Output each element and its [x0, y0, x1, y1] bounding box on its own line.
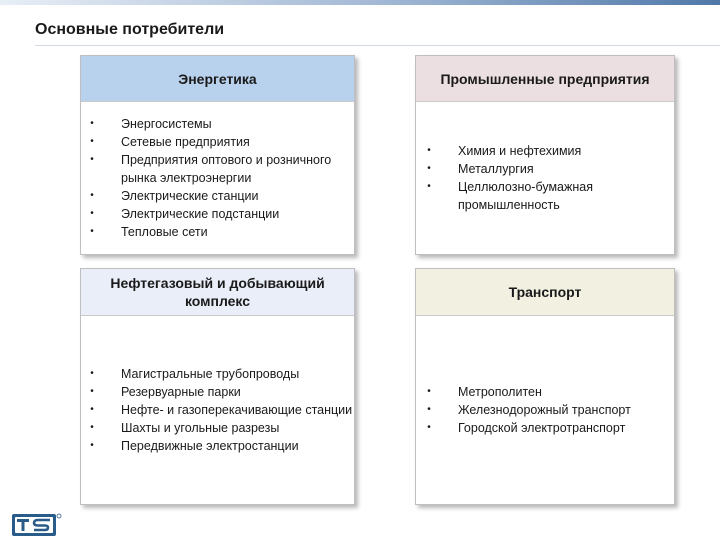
list-item-text: Нефте- и газоперекачивающие станции: [121, 403, 353, 417]
list-item-text: Железнодорожный транспорт: [458, 403, 631, 417]
list-item-text: Передвижные электростанции: [121, 439, 299, 453]
list-item-text: Метрополитен: [458, 385, 542, 399]
list-item: [87, 151, 354, 187]
list-item-text: Шахты и угольные разрезы: [121, 421, 280, 435]
list-item: [87, 223, 354, 241]
card-transport-body: [416, 316, 674, 504]
list-item: [87, 419, 352, 437]
title-divider: [35, 45, 720, 46]
list-item: [424, 401, 631, 419]
bullet-icon: •: [90, 136, 94, 147]
list-item-text: Тепловые сети: [121, 225, 208, 239]
bullet-icon: •: [427, 422, 431, 433]
list-item: [87, 133, 354, 151]
card-oilgas-list: [87, 365, 352, 455]
list-item: [424, 419, 631, 437]
bullet-icon: •: [90, 386, 94, 397]
bullet-icon: •: [90, 118, 94, 129]
list-item: [87, 401, 352, 419]
bullet-icon: •: [90, 226, 94, 237]
bullet-icon: •: [427, 404, 431, 415]
card-industry-body: [416, 102, 674, 254]
bullet-icon: •: [90, 422, 94, 433]
list-item-text: Резервуарные парки: [121, 385, 241, 399]
list-item: [424, 178, 674, 214]
list-item: [424, 160, 674, 178]
card-oilgas-body: [81, 316, 354, 504]
card-oilgas-header: Нефтегазовый и добывающий комплекс: [81, 269, 354, 316]
list-item-text: Городской электротранспорт: [458, 421, 626, 435]
company-logo-icon: [12, 512, 62, 537]
list-item: [87, 187, 354, 205]
list-item: [87, 383, 352, 401]
card-energy: [80, 55, 355, 255]
bullet-icon: •: [427, 145, 431, 156]
bullet-icon: •: [427, 386, 431, 397]
bullet-icon: •: [427, 181, 431, 192]
list-item: [87, 437, 352, 455]
card-energy-body: [81, 102, 354, 254]
list-item: [424, 383, 631, 401]
list-item: [424, 142, 674, 160]
bullet-icon: •: [90, 154, 94, 165]
list-item-text: Химия и нефтехимия: [458, 144, 582, 158]
list-item-text: Предприятия оптового и розничного рынка электроэнергии: [121, 153, 332, 185]
list-item-text: Сетевые предприятия: [121, 135, 250, 149]
card-transport-list: [424, 383, 631, 437]
list-item-text: Металлургия: [458, 162, 534, 176]
bullet-icon: •: [427, 163, 431, 174]
list-item-text: Электрические подстанции: [121, 207, 280, 221]
bullet-icon: •: [90, 440, 94, 451]
card-industry-header: Промышленные предприятия: [416, 56, 674, 102]
card-energy-header: Энергетика: [81, 56, 354, 102]
card-transport-header: Транспорт: [416, 269, 674, 316]
bullet-icon: •: [90, 208, 94, 219]
page-title: Основные потребители: [35, 21, 225, 38]
card-transport: [415, 268, 675, 505]
list-item-text: Энергосистемы: [121, 117, 212, 131]
list-item-text: Магистральные трубопроводы: [121, 367, 300, 381]
bullet-icon: •: [90, 190, 94, 201]
list-item: [87, 365, 352, 383]
bullet-icon: •: [90, 404, 94, 415]
top-decorative-rule: [0, 0, 720, 5]
card-industry-list: [424, 142, 674, 214]
list-item: [87, 205, 354, 223]
card-energy-list: [87, 115, 354, 241]
list-item-text: Целлюлозно-бумажная промышленность: [458, 180, 593, 212]
card-oilgas: [80, 268, 355, 505]
card-industry: [415, 55, 675, 255]
bullet-icon: •: [90, 368, 94, 379]
list-item-text: Электрические станции: [121, 189, 259, 203]
list-item: [87, 115, 354, 133]
